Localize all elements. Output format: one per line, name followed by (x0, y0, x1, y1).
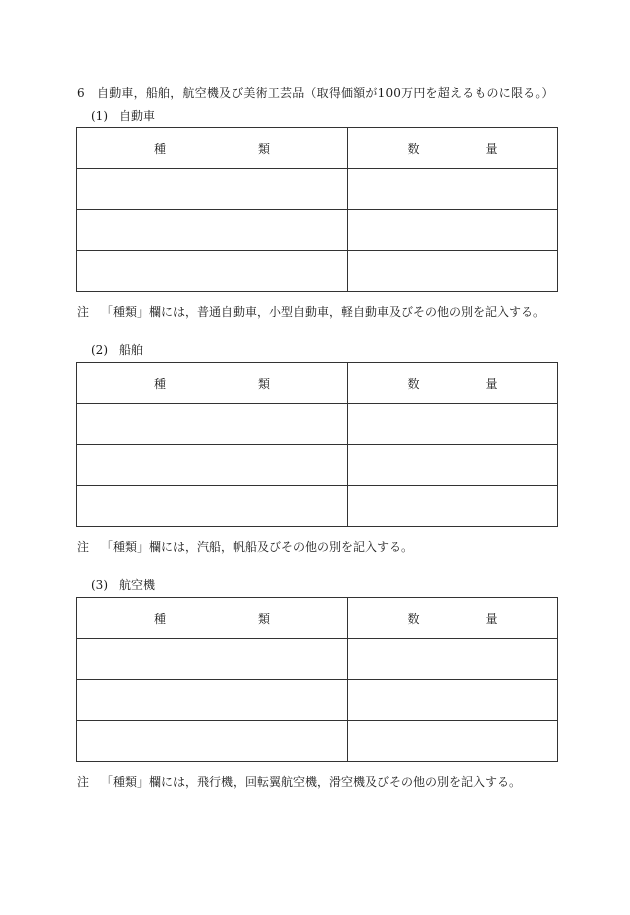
quantity-cell[interactable] (348, 721, 558, 762)
kind-cell[interactable] (77, 721, 348, 762)
kind-cell[interactable] (77, 169, 348, 210)
subsection-label: 自動車 (119, 109, 156, 123)
table-row (77, 169, 558, 210)
table-row (77, 680, 558, 721)
note-automobiles (77, 303, 545, 320)
section-heading: 6 自動車，船舶，航空機及び美術工芸品（取得価額が100万円を超えるものに限る。） (77, 86, 554, 100)
kind-cell[interactable] (77, 680, 348, 721)
subsection-title-aircraft (91, 576, 155, 593)
subsection-label: 船舶 (119, 343, 144, 357)
subsection-title-ships (91, 341, 143, 358)
note-aircraft (77, 773, 521, 790)
header-quantity: 数 量 (348, 128, 558, 169)
header-kind: 種 類 (77, 128, 348, 169)
subsection-title-automobiles (91, 107, 155, 124)
quantity-cell[interactable] (348, 251, 558, 292)
ships-table (76, 362, 558, 527)
kind-cell[interactable] (77, 404, 348, 445)
aircraft-table (76, 597, 558, 762)
kind-cell[interactable] (77, 486, 348, 527)
header-quantity: 数 量 (348, 363, 558, 404)
kind-cell[interactable] (77, 639, 348, 680)
kind-cell[interactable] (77, 210, 348, 251)
table-row (77, 404, 558, 445)
header-kind: 種 類 (77, 598, 348, 639)
note-text: 「種類」欄には，汽船，帆船及びその他の別を記入する。 (101, 540, 414, 554)
note-mark: 注 (77, 775, 90, 789)
quantity-cell[interactable] (348, 680, 558, 721)
quantity-cell[interactable] (348, 210, 558, 251)
subsection-number: (1) (91, 109, 108, 123)
note-mark: 注 (77, 305, 90, 319)
subsection-number: (2) (91, 343, 108, 357)
kind-cell[interactable] (77, 445, 348, 486)
table-row (77, 251, 558, 292)
table-row (77, 639, 558, 680)
header-kind: 種 類 (77, 363, 348, 404)
subsection-label: 航空機 (119, 578, 156, 592)
table-row (77, 445, 558, 486)
table-row (77, 210, 558, 251)
automobiles-table (76, 127, 558, 292)
table-header-row (77, 128, 558, 169)
table-header-row (77, 598, 558, 639)
table-row (77, 721, 558, 762)
quantity-cell[interactable] (348, 486, 558, 527)
quantity-cell[interactable] (348, 169, 558, 210)
note-text: 「種類」欄には，飛行機，回転翼航空機，滑空機及びその他の別を記入する。 (101, 775, 522, 789)
kind-cell[interactable] (77, 251, 348, 292)
note-text: 「種類」欄には，普通自動車，小型自動車，軽自動車及びその他の別を記入する。 (101, 305, 546, 319)
subsection-number: (3) (91, 578, 108, 592)
quantity-cell[interactable] (348, 445, 558, 486)
table-header-row (77, 363, 558, 404)
quantity-cell[interactable] (348, 639, 558, 680)
header-quantity: 数 量 (348, 598, 558, 639)
table-row (77, 486, 558, 527)
quantity-cell[interactable] (348, 404, 558, 445)
note-mark: 注 (77, 540, 90, 554)
note-ships (77, 538, 413, 555)
